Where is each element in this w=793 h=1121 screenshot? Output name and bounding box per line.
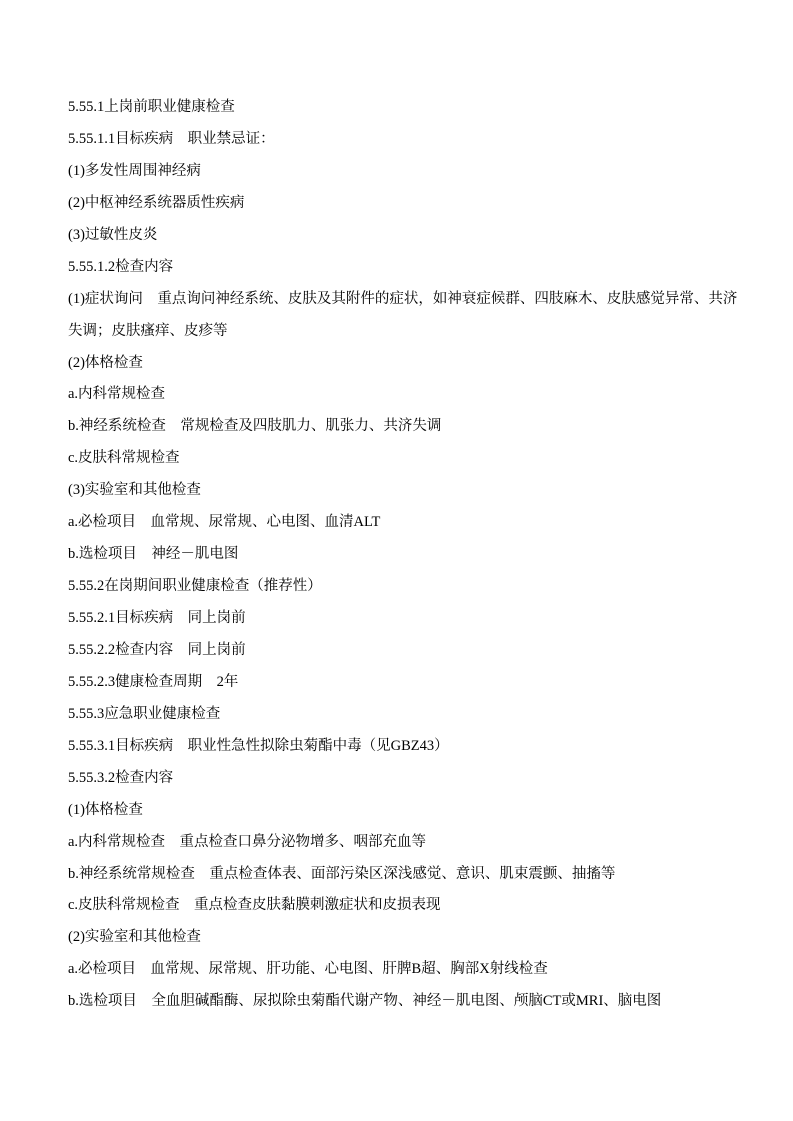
document-body xyxy=(68,92,738,1018)
list-item: b.选检项目 神经－肌电图 xyxy=(68,546,239,563)
list-item: (2)体格检查 xyxy=(68,354,143,371)
subsection-heading: 5.55.1.1目标疾病 职业禁忌证： xyxy=(68,130,275,147)
subsection-heading: 5.55.3.2检查内容 xyxy=(68,769,174,786)
list-item: (1)体格检查 xyxy=(68,801,143,818)
section-heading: 5.55.2在岗期间职业健康检查（推荐性） xyxy=(68,578,322,595)
list-item: a.内科常规检查 重点检查口鼻分泌物增多、咽部充血等 xyxy=(68,833,427,850)
list-item: b.神经系统常规检查 重点检查体表、面部污染区深浅感觉、意识、肌束震颤、抽搐等 xyxy=(68,865,616,882)
list-item: c.皮肤科常规检查 xyxy=(68,450,180,467)
list-item: a.必检项目 血常规、尿常规、心电图、血清ALT xyxy=(68,514,381,531)
subsection-heading: 5.55.2.1目标疾病 同上岗前 xyxy=(68,610,246,627)
list-item: b.选检项目 全血胆碱酯酶、尿拟除虫菊酯代谢产物、神经－肌电图、颅脑CT或MRI、脑电图 xyxy=(68,993,662,1010)
subsection-heading: 5.55.2.3健康检查周期 2年 xyxy=(68,673,239,690)
list-item: (2)实验室和其他检查 xyxy=(68,929,201,946)
list-item: (2)中枢神经系统器质性疾病 xyxy=(68,194,245,211)
subsection-heading: 5.55.2.2检查内容 同上岗前 xyxy=(68,641,246,658)
paragraph: (1)症状询问 重点询问神经系统、皮肤及其附件的症状，如神衰症候群、四肢麻木、皮肤感觉异常、共济失调；皮肤瘙痒、皮疹等 xyxy=(68,290,738,339)
section-heading: 5.55.3应急职业健康检查 xyxy=(68,705,221,722)
list-item: b.神经系统检查 常规检查及四肢肌力、肌张力、共济失调 xyxy=(68,418,442,435)
list-item: a.必检项目 血常规、尿常规、肝功能、心电图、肝脾B超、胸部X射线检查 xyxy=(68,961,548,978)
list-item: a.内科常规检查 xyxy=(68,386,166,403)
subsection-heading: 5.55.3.1目标疾病 职业性急性拟除虫菊酯中毒（见GBZ43） xyxy=(68,737,449,754)
list-item: (1)多发性周围神经病 xyxy=(68,162,201,179)
section-heading: 5.55.1上岗前职业健康检查 xyxy=(68,99,235,115)
list-item: c.皮肤科常规检查 重点检查皮肤黏膜刺激症状和皮损表现 xyxy=(68,897,441,914)
subsection-heading: 5.55.1.2检查内容 xyxy=(68,258,174,275)
list-item: (3)实验室和其他检查 xyxy=(68,482,201,499)
list-item: (3)过敏性皮炎 xyxy=(68,226,158,243)
